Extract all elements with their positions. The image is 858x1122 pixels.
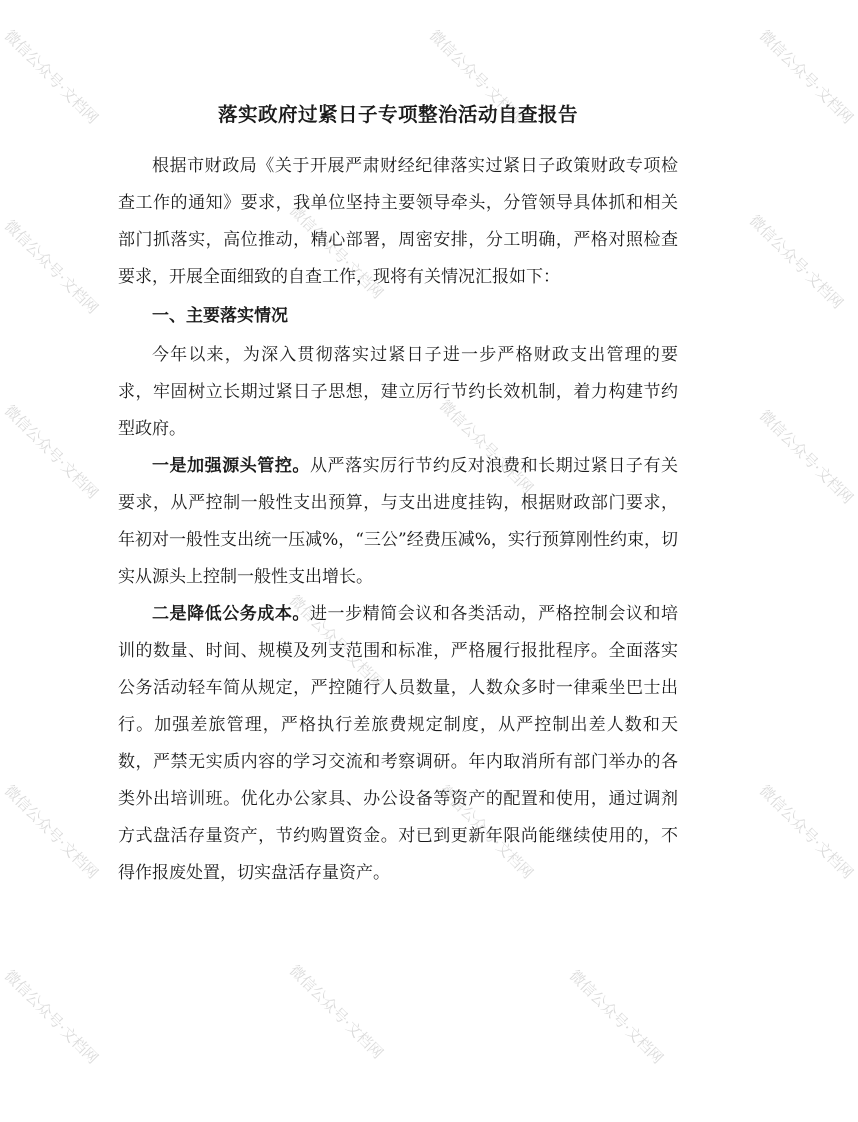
item-paragraph-1 <box>118 448 678 596</box>
watermark: 微信公众号·文档网 <box>745 211 847 313</box>
document-body <box>118 98 678 892</box>
watermark: 微信公众号·文档网 <box>0 401 102 503</box>
watermark: 微信公众号·文档网 <box>755 781 857 883</box>
watermark: 微信公众号·文档网 <box>285 201 387 303</box>
item-text-1: 从严落实厉行节约反对浪费和长期过紧日子有关要求，从严控制一般性支出预算，与支出进度挂钩，根据财政部门要求，年初对一般性支出统一压减%，“三公”经费压减%，实行预算刚性约束，切实从源头上控制一般性支出增长。 <box>118 456 679 587</box>
watermark: 微信公众号·文档网 <box>285 961 387 1063</box>
watermark: 微信公众号·文档网 <box>0 216 102 318</box>
section-paragraph: 今年以来，为深入贯彻落实过紧日子进一步严格财政支出管理的要求，牢固树立长期过紧日子思想，建立厉行节约长效机制，着力构建节约型政府。 <box>118 345 678 439</box>
watermark: 微信公众号·文档网 <box>755 406 857 508</box>
section-heading: 一、主要落实情况 <box>152 306 288 326</box>
watermark: 微信公众号·文档网 <box>285 591 387 693</box>
document-title: 落实政府过紧日子专项整治活动自查报告 <box>217 103 578 126</box>
watermark: 微信公众号·文档网 <box>0 781 102 883</box>
item-paragraph-2 <box>118 596 678 892</box>
intro-paragraph: 根据市财政局《关于开展严肃财经纪律落实过紧日子政策财政专项检查工作的通知》要求，我单位坚持主要领导牵头，分管领导具体抓和相关部门抓落实，高位推动，精心部署，周密安排，分工明确，严格对照检查要求，开展全面细致的自查工作，现将有关情况汇报如下： <box>118 156 678 287</box>
watermark: 微信公众号·文档网 <box>755 26 857 128</box>
watermark: 微信公众号·文档网 <box>0 966 102 1068</box>
item-lead-2: 二是降低公务成本。 <box>152 604 310 624</box>
watermark: 微信公众号·文档网 <box>0 26 102 128</box>
item-lead-1: 一是加强源头管控。 <box>152 456 310 476</box>
item-text-2: 进一步精简会议和各类活动，严格控制会议和培训的数量、时间、规模及列支范围和标准，严格履行报批程序。全面落实公务活动轻车简从规定，严控随行人员数量，人数众多时一律乘坐巴士出行。加强差旅管理，严格执行差旅费规定制度，从严控制出差人数和天数，严禁无实质内容的学习交流和考察调研。年内取消所有部门举办的各类外出培训班。优化办公家具、办公设备等资产的配置和使用，通过调剂方式盘活存量资产，节约购置资金。对已到更新年限尚能继续使用的，不得作报废处置，切实盘活存量资产。 <box>118 604 679 883</box>
watermark: 微信公众号·文档网 <box>565 966 667 1068</box>
watermark: 微信公众号·文档网 <box>435 781 537 883</box>
watermark: 微信公众号·文档网 <box>435 396 537 498</box>
watermark: 微信公众号·文档网 <box>425 26 527 128</box>
